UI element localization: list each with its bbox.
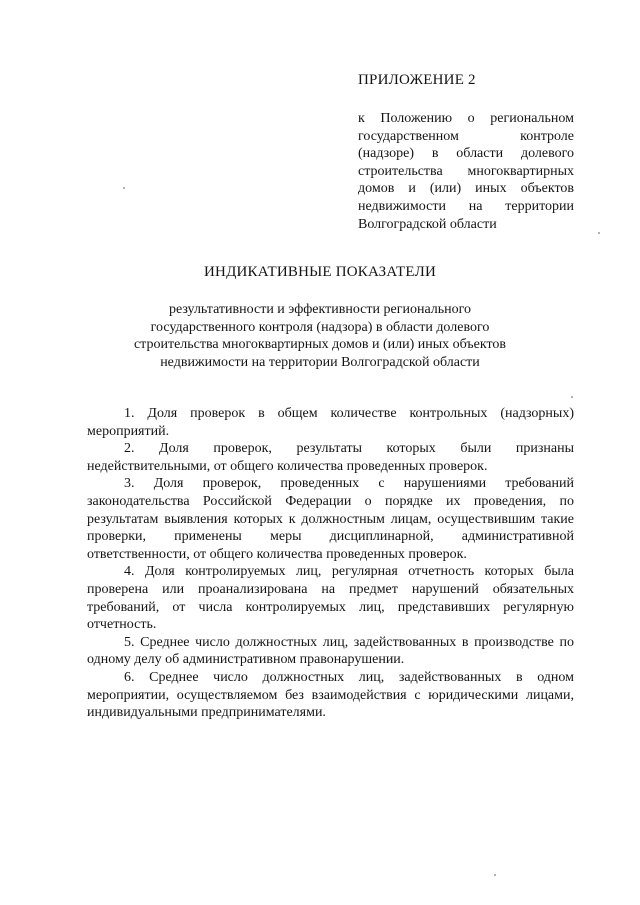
appendix-title: ПРИЛОЖЕНИЕ 2 bbox=[358, 72, 476, 88]
indicator-item-2: 2. Доля проверок, результаты которых были признаны недействительными, от общего количества проведенных проверок. bbox=[87, 441, 574, 474]
indicator-item-5: 5. Среднее число должностных лиц, задействованных в производстве по одному делу об административном правонарушении. bbox=[87, 634, 574, 668]
scan-speck bbox=[494, 874, 496, 876]
indicator-item-3: 3. Доля проверок, проведенных с нарушениями требований законодательства Российской Федерации о порядке их проведения, по результатам выявления которых к должностным лицам, осуществившим такие проверки, применены меры дисциплинарной, административной ответственности, от общего количества проведенных проверок. bbox=[87, 476, 574, 562]
scan-speck bbox=[571, 396, 573, 398]
indicator-item-4: 4. Доля контролируемых лиц, регулярная отчетность которых была проверена или проанализирована на предмет нарушений обязательных требований, от числа контролируемых лиц, представивших регулярную отчетность. bbox=[87, 564, 574, 633]
document-heading: ИНДИКАТИВНЫЕ ПОКАЗАТЕЛИ bbox=[204, 264, 436, 280]
indicator-item-1: 1. Доля проверок в общем количестве контрольных (надзорных) мероприятий. bbox=[87, 406, 574, 439]
appendix-note: к Положению о региональном государственном контроле (надзоре) в области долевого строительства многоквартирных домов и (или) иных объектов недвижимости на территории Волгоградской области bbox=[358, 111, 574, 232]
scan-speck bbox=[123, 187, 125, 189]
indicator-item-6: 6. Среднее число должностных лиц, задействованных в одном мероприятии, осуществляемом без взаимодействия с юридическими лицами, индивидуальными предпринимателями. bbox=[87, 669, 574, 721]
indicator-list bbox=[87, 405, 574, 722]
document-subheading: результативности и эффективности регионального государственного контроля (надзора) в области долевого строительства многоквартирных домов и (или) иных объектов недвижимости на территории Волгоградской области bbox=[133, 302, 507, 370]
scan-speck bbox=[598, 232, 600, 234]
